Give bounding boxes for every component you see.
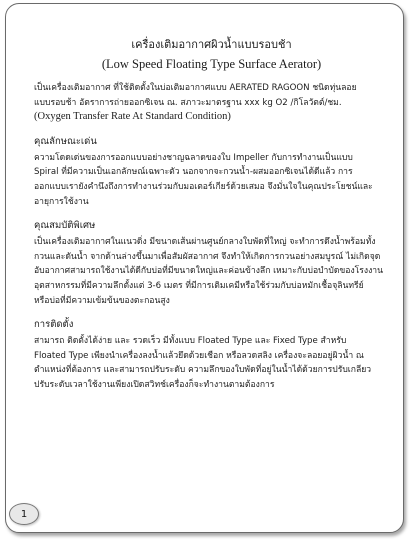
section-heading: คุณลักษณะเด่น <box>34 135 97 147</box>
section-heading: คุณสมบัติพิเศษ <box>34 220 96 232</box>
section-line: ความโดดเด่นของการออกแบบอย่างชาญฉลาดของใบ Impeller กับการทำงานเป็นแบบ <box>34 152 353 163</box>
document-page <box>5 3 404 533</box>
page-number-badge <box>9 503 39 525</box>
intro-line: เป็นเครื่องเติมอากาศ ที่ใช้ติดตั้งในบ่อเติมอากาศแบบ AERATED RAGOON ชนิดทุ่นลอย <box>34 83 357 93</box>
section-line: สามารถ ติดตั้งได้ง่าย และ รวดเร็ว มีทั้งแบบ Floated Type และ Fixed Type สำหรับ <box>34 336 347 347</box>
section-line: ตำแหน่งที่ต้องการ และสามารถปรับระดับ ความลึกของใบพัดที่อยู่ในน้ำได้ด้วยการปรับเกลียว <box>34 365 372 376</box>
document-content <box>34 38 389 393</box>
section-line: กวนและดันน้ำ จากด้านล่างขึ้นมาเพื่อสัมผัสอากาศ จึงทำให้เกิดการกวนอย่างสมบูรณ์ ไม่เกิดจุด <box>34 251 381 262</box>
intro-paragraph <box>34 81 389 125</box>
section-special-properties <box>34 219 389 308</box>
section-line: หรือบ่อที่มีความเข้มข้นของตะกอนสูง <box>34 295 170 306</box>
document-subtitle: (Low Speed Floating Type Surface Aerator) <box>101 57 322 71</box>
section-line: Spiral ที่มีความเป็นเอกลักษณ์เฉพาะตัว นอกจากจะกวนน้ำ-ผสมออกซิเจนได้ดีแล้ว การ <box>34 167 353 178</box>
section-line: เป็นเครื่องเติมอากาศในแนวดิ่ง มีขนาดเส้นผ่านศูนย์กลางใบพัดที่ใหญ่ จะทำการดึงน้ำพร้อมทั้ง <box>34 237 376 248</box>
section-line: อายุการใช้งาน <box>34 196 89 207</box>
page-number: 1 <box>20 508 28 520</box>
intro-line: แบบรอบช้า อัตราการถ่ายออกซิเจน ณ. สภาวะมาตรฐาน xxx kg O2 /กิโลวัตต์/ชม. <box>34 97 342 108</box>
section-line: ปรับระดับเวลาใช้งานเพียงเปิดสวิทช์เครื่องก็จะทำงานตามต้องการ <box>34 379 275 390</box>
section-heading: การติดตั้ง <box>34 319 74 331</box>
section-features <box>34 135 389 209</box>
intro-line: (Oxygen Transfer Rate At Standard Condition) <box>34 111 231 123</box>
section-line: ออกแบบเรายังคำนึงถึงการทำงานร่วมกับมอเตอร์เกียร์ด้วยเสมอ จึงมั่นใจในคุณประโยชน์และ <box>34 181 373 192</box>
document-title: เครื่องเติมอากาศผิวน้ำแบบรอบช้า <box>131 38 292 51</box>
section-line: อุตสาหกรรมที่มีความลึกตั้งแต่ 3-6 เมตร ที่มีการเติมเคมีหรือใช้ร่วมกับบ่อหมักเชื้อจุลินทรีย์ <box>34 280 364 291</box>
section-line: Floated Type เพียงนำเครื่องลงน้ำแล้วยึดด้วยเชือก หรือลวดสลิง เครื่องจะลอยอยู่ผิวน้ำ ณ <box>34 350 364 361</box>
section-line: อับอากาศสามารถใช้งานได้ดีกับบ่อที่มีขนาดใหญ่และค่อนข้างลึก เหมาะกับบ่อบำบัดของโรงงาน <box>34 266 383 277</box>
section-installation <box>34 318 389 392</box>
